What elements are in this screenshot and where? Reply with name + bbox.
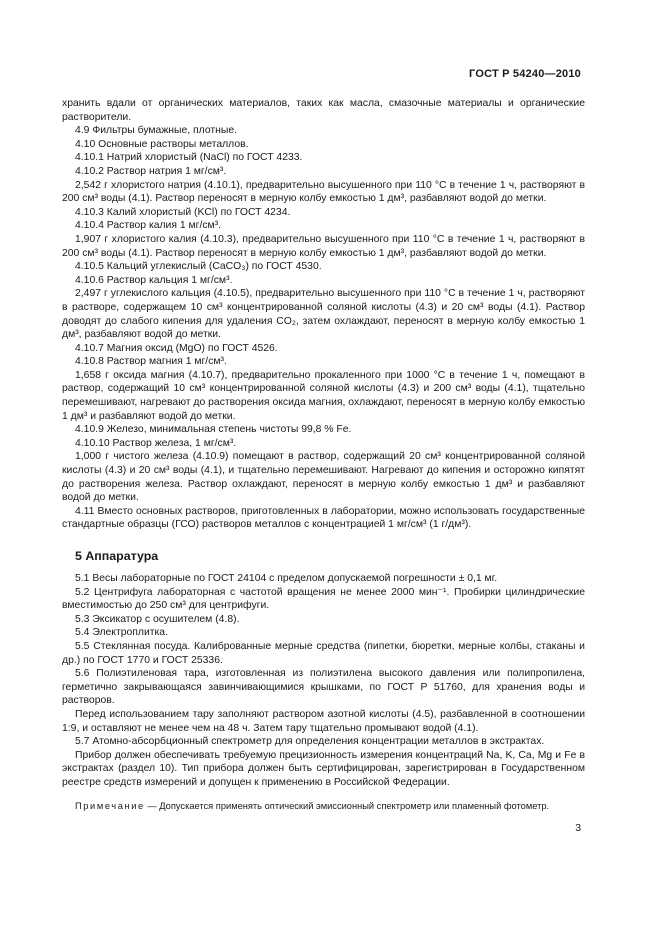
page-body: [62, 97, 585, 812]
paragraph: 2,542 г хлористого натрия (4.10.1), предварительно высушенного при 110 °С в течение 1 ч, растворяют в 200 см³ воды (4.1). Раствор переносят в мерную колбу емкостью 1 дм³, разбавляют водой до метки.: [62, 179, 585, 205]
paragraph: 4.10.2 Раствор натрия 1 мг/см³.: [75, 165, 227, 177]
note-text: — Допускается применять оптический эмиссионный спектрометр или пламенный фотометр.: [144, 800, 550, 811]
paragraph: 4.10.5 Кальций углекислый (CaCO₃) по ГОСТ 4530.: [75, 261, 322, 273]
document-header: ГОСТ Р 54240—2010: [469, 68, 581, 80]
paragraph: 1,907 г хлористого калия (4.10.3), предварительно высушенного при 110 °С в течение 1 ч, растворяют в 200 см³ воды (4.1). Раствор переносят в мерную колбу емкостью 1 дм³, разбавляют водой до метки.: [62, 233, 585, 259]
paragraph: 5.6 Полиэтиленовая тара, изготовленная из полиэтилена высокого давления или полипропилена, герметично закрывающаяся завинчивающимися крышками, по ГОСТ Р 51760, для хранения воды и растворов.: [62, 668, 585, 707]
note-label: Примечание: [75, 800, 145, 811]
paragraph: 4.10.3 Калий хлористый (KCl) по ГОСТ 4234.: [75, 206, 291, 218]
paragraph: 1,000 г чистого железа (4.10.9) помещают в раствор, содержащий 20 см³ концентрированной соляной кислоты (4.3) и 20 см³ воды (4.1), и тщательно перемешивают. Нагревают до кипения и осторожно кипятят до растворения железа. Раствор охлаждают, переносят в мерную колбу емкостью 1 дм³ и разбавляют водой до метки.: [62, 451, 585, 504]
section-5-body: [62, 572, 585, 790]
page-number: 3: [575, 823, 581, 834]
note: [62, 800, 585, 812]
paragraph: 4.10 Основные растворы металлов.: [75, 138, 249, 150]
paragraph: 4.10.10 Раствор железа, 1 мг/см³.: [75, 437, 237, 449]
section-4-continued: [62, 97, 585, 532]
paragraph: 4.10.1 Натрий хлористый (NaCl) по ГОСТ 4233.: [75, 152, 303, 164]
paragraph: 4.10.8 Раствор магния 1 мг/см³.: [75, 356, 227, 368]
section-5-title: 5 Аппаратура: [75, 549, 159, 563]
paragraph: 5.2 Центрифуга лабораторная с частотой вращения не менее 2000 мин⁻¹. Пробирки цилиндрические вместимостью до 250 см³ для центрифуги.: [62, 586, 585, 612]
paragraph: 5.1 Весы лабораторные по ГОСТ 24104 с пределом допускаемой погрешности ± 0,1 мг.: [75, 573, 498, 584]
paragraph: 2,497 г углекислого кальция (4.10.5), предварительно высушенного при 110 °С в течение 1 ч, растворяют в растворе, содержащем 10 см³ концентрированной соляной кислоты (4.3) и 20 см³ воды (4.1). Раствор доводят до слабого кипения для удаления CO₂, затем охлаждают, переносят в мерную колбу емкостью 1 дм³, разбавляют водой до метки.: [62, 288, 585, 341]
paragraph: 4.10.4 Раствор калия 1 мг/см³.: [75, 220, 222, 232]
paragraph: 4.10.9 Железо, минимальная степень чистоты 99,8 % Fe.: [75, 424, 352, 436]
paragraph: 5.3 Эксикатор с осушителем (4.8).: [75, 613, 240, 625]
paragraph: Прибор должен обеспечивать требуемую прецизионность измерения концентраций Na, K, Ca, Mg и Fe в экстрактах (раздел 10). Тип прибора должен быть сертифицирован, зарегистрирован в Государственном реестре средств измерений и допущен к применению в Российской Федерации.: [62, 749, 585, 788]
paragraph: Перед использованием тару заполняют раствором азотной кислоты (4.5), разбавленной в соотношении 1:9, и оставляют не менее чем на 48 ч. Затем тару тщательно промывают водой (4.1).: [62, 708, 585, 734]
paragraph: хранить вдали от органических материалов, таких как масла, смазочные материалы и органические растворители.: [62, 98, 585, 123]
paragraph: 1,658 г оксида магния (4.10.7), предварительно прокаленного при 1000 °С в течение 1 ч, помещают в раствор, содержащий 10 см³ концентрированной соляной кислоты (4.3) и 200 см³ воды (4.1), тщательно перемешивают, нагревают до растворения оксида магния, охлаждают, переносят в мерную колбу емкостью 1 дм³ и разбавляют водой до метки.: [62, 369, 585, 422]
paragraph: 5.7 Атомно-абсорбционный спектрометр для определения концентрации металлов в экстрактах.: [75, 736, 545, 748]
paragraph: 4.11 Вместо основных растворов, приготовленных в лаборатории, можно использовать государственные стандартные образцы (ГСО) растворов металлов с концентрацией 1 мг/см³ (1 г/дм³).: [62, 505, 585, 531]
paragraph: 4.9 Фильтры бумажные, плотные.: [75, 125, 238, 137]
paragraph: 5.4 Электроплитка.: [75, 627, 168, 639]
paragraph: 5.5 Стеклянная посуда. Калиброванные мерные средства (пипетки, бюретки, мерные колбы, стаканы и др.) по ГОСТ 1770 и ГОСТ 25336.: [62, 640, 585, 666]
paragraph: 4.10.7 Магния оксид (MgO) по ГОСТ 4526.: [75, 342, 278, 354]
paragraph: 4.10.6 Раствор кальция 1 мг/см³.: [75, 274, 233, 286]
